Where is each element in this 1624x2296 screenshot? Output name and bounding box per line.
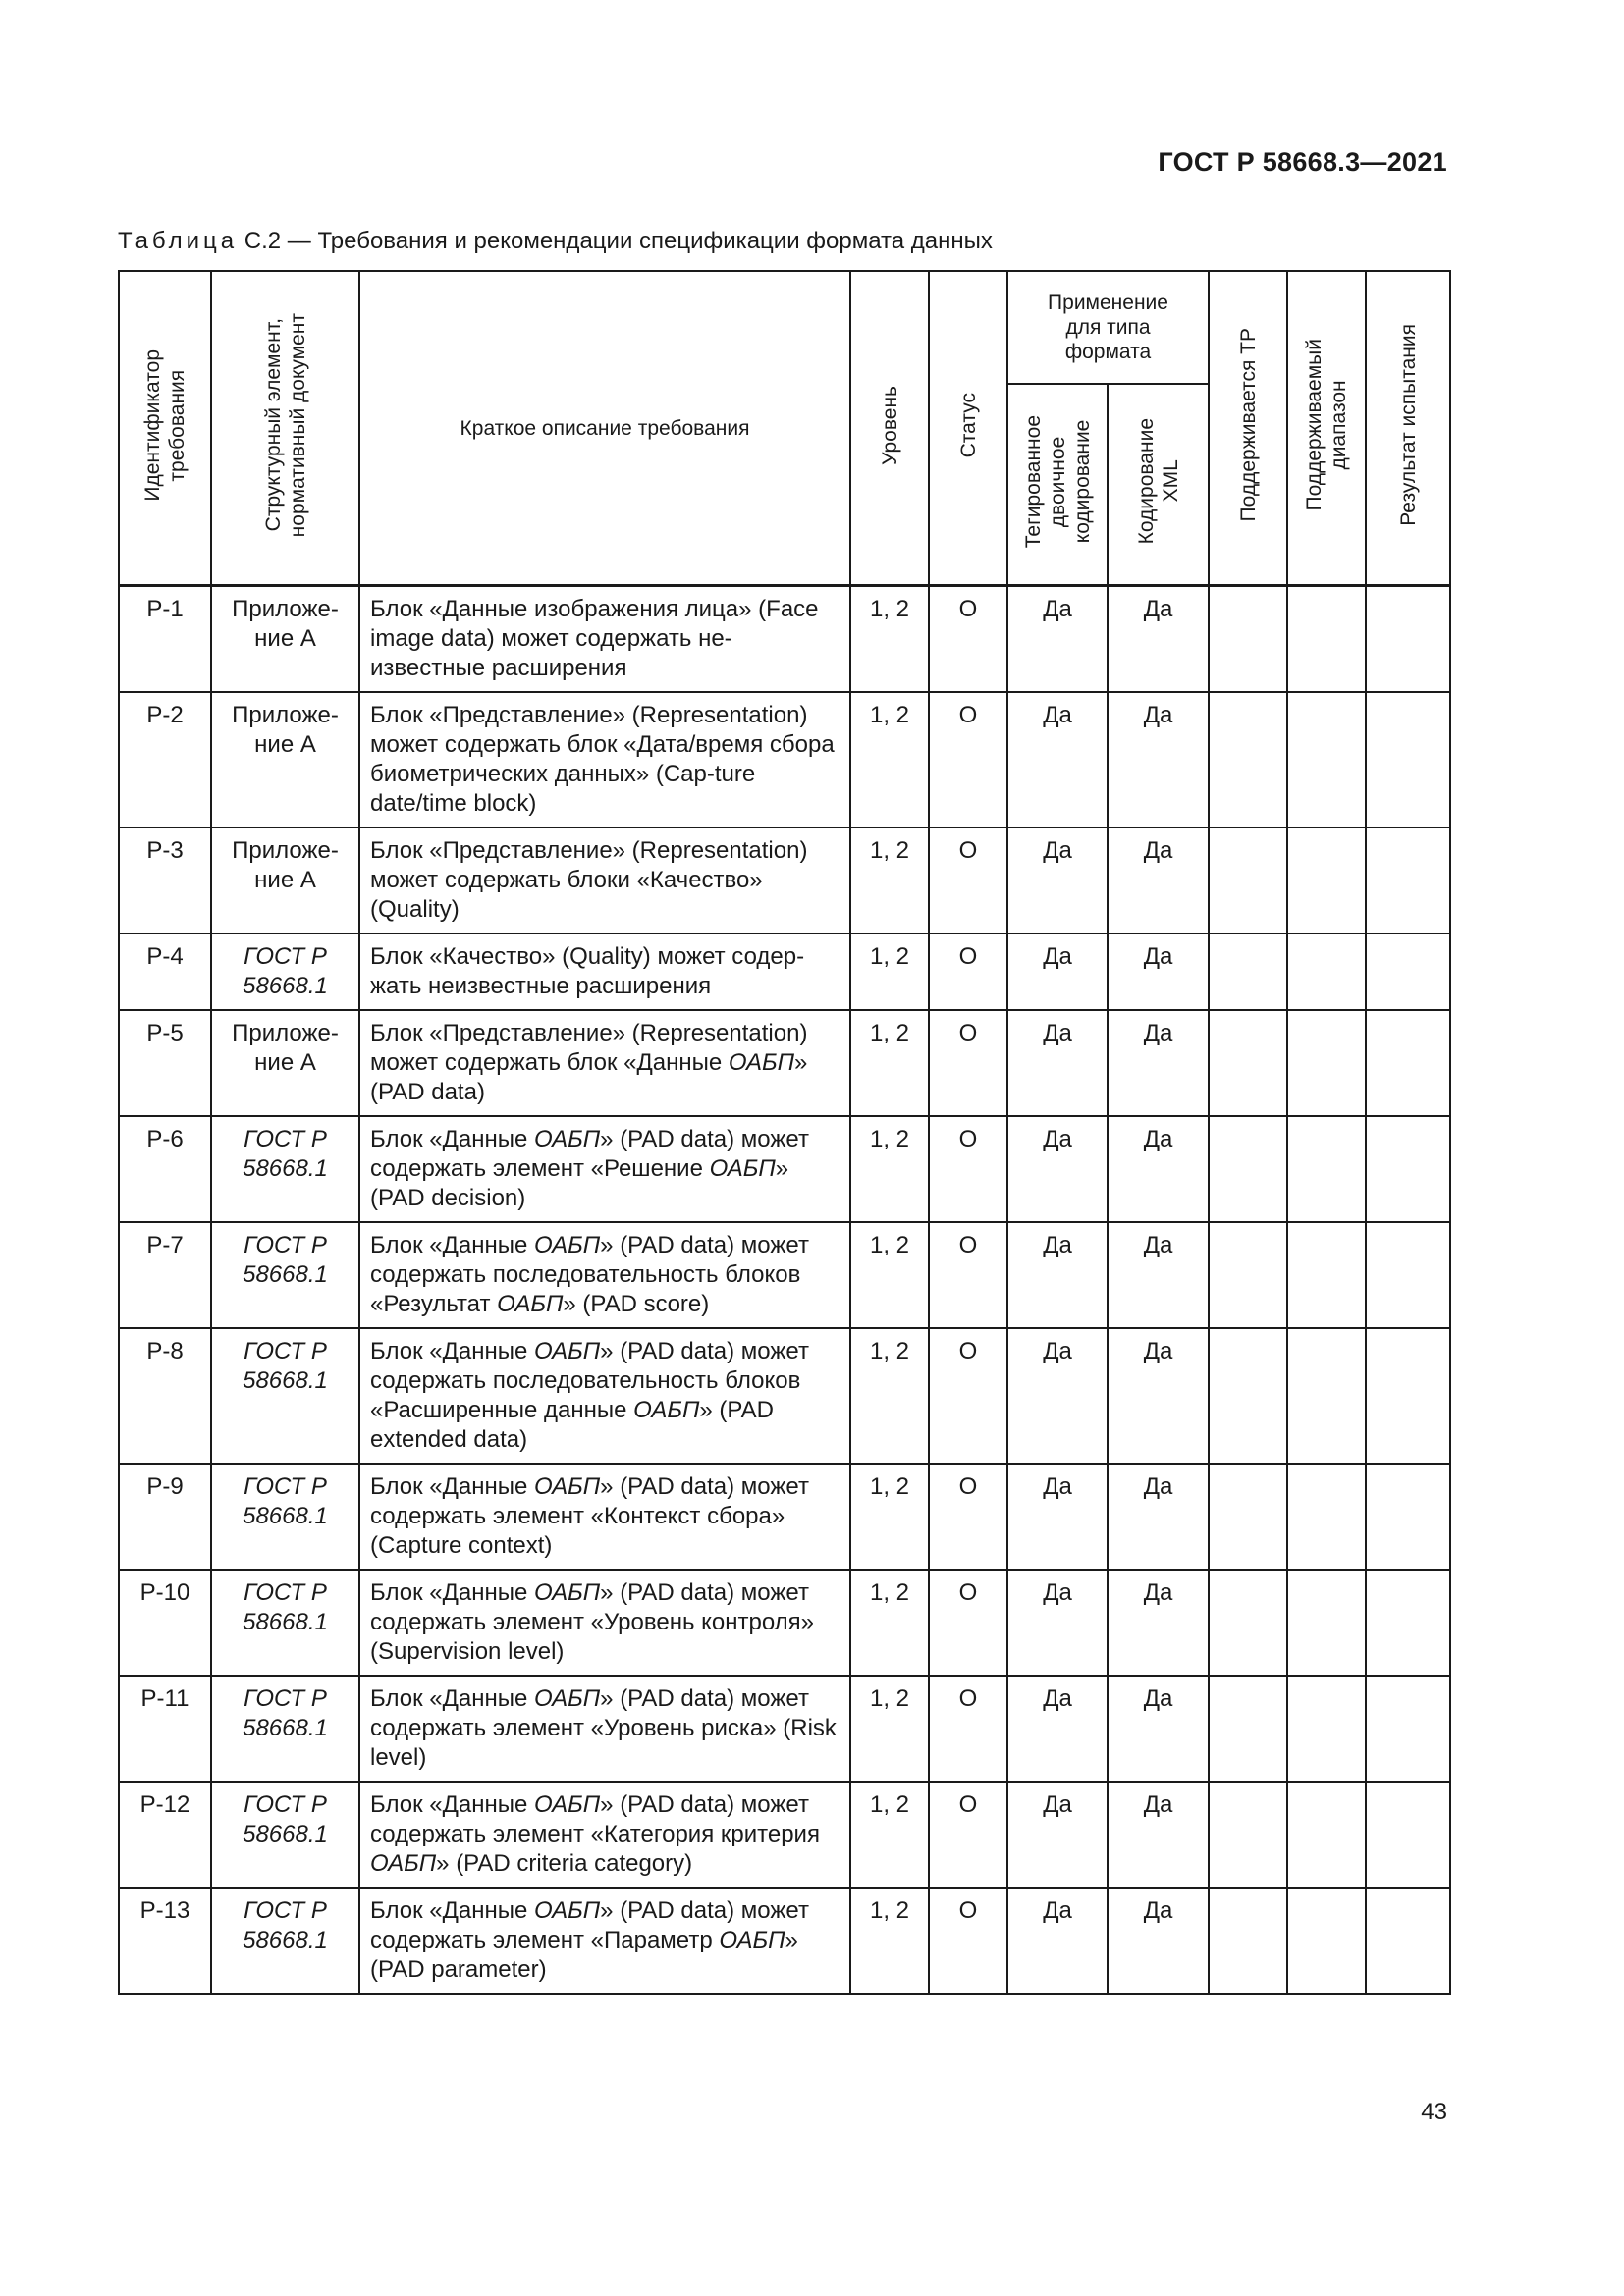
description-text: Блок «Данные bbox=[370, 1338, 534, 1364]
level-cell: 1, 2 bbox=[850, 1570, 929, 1676]
table-caption bbox=[118, 228, 993, 255]
tagged-binary-cell: Да bbox=[1007, 1464, 1108, 1570]
table-row bbox=[119, 1010, 1450, 1116]
structural-element-cell bbox=[211, 1570, 359, 1676]
page-number: 43 bbox=[1421, 2099, 1447, 2125]
description-term: ОАБП bbox=[534, 1791, 601, 1818]
level-cell: 1, 2 bbox=[850, 828, 929, 934]
description-term: ОАБП bbox=[370, 1850, 437, 1877]
header-cell-id bbox=[119, 271, 211, 586]
description-text: » (PAD data) может содержать последовательность блоков «Расширенные данные bbox=[370, 1338, 809, 1423]
status-cell: О bbox=[929, 692, 1007, 828]
tagged-binary-cell: Да bbox=[1007, 1328, 1108, 1464]
test-result-cell bbox=[1366, 1010, 1450, 1116]
status-cell: О bbox=[929, 1010, 1007, 1116]
supported-cell bbox=[1209, 934, 1287, 1010]
description-text: Блок «Представление» (Representation) может содержать блок «Данные bbox=[370, 1020, 808, 1076]
xml-encoding-cell: Да bbox=[1108, 934, 1209, 1010]
structural-element-line: Приложе- bbox=[232, 702, 339, 728]
table-row bbox=[119, 934, 1450, 1010]
table-row bbox=[119, 692, 1450, 828]
structural-element-line: ГОСТ Р bbox=[244, 1126, 327, 1152]
level-cell: 1, 2 bbox=[850, 1888, 929, 1994]
table-row bbox=[119, 1222, 1450, 1328]
tagged-binary-cell: Да bbox=[1007, 934, 1108, 1010]
description-text: » (PAD extended data) bbox=[370, 1397, 774, 1453]
description-cell bbox=[359, 828, 850, 934]
description-term: ОАБП bbox=[534, 1338, 601, 1364]
supported-cell bbox=[1209, 1570, 1287, 1676]
header-cell-xml bbox=[1108, 384, 1209, 586]
structural-element-cell bbox=[211, 1888, 359, 1994]
level-cell: 1, 2 bbox=[850, 1222, 929, 1328]
level-cell: 1, 2 bbox=[850, 1010, 929, 1116]
header-cell-format-group bbox=[1007, 271, 1209, 384]
xml-encoding-cell: Да bbox=[1108, 1464, 1209, 1570]
header-format-group-text: Применение для типа формата bbox=[1048, 292, 1168, 363]
supported-cell bbox=[1209, 586, 1287, 693]
description-cell bbox=[359, 1676, 850, 1782]
header-structural-text: Структурный элемент, нормативный документ bbox=[261, 312, 309, 538]
structural-element-line: ние А bbox=[254, 731, 316, 758]
test-result-cell bbox=[1366, 1464, 1450, 1570]
status-cell: О bbox=[929, 1782, 1007, 1888]
description-term: ОАБП bbox=[534, 1897, 601, 1924]
description-text: Блок «Данные bbox=[370, 1232, 534, 1258]
description-text: » (PAD data) может содержать элемент «Уровень контроля» (Supervision level) bbox=[370, 1579, 815, 1665]
structural-element-line: 58668.1 bbox=[243, 1261, 328, 1288]
requirement-id-cell: P-12 bbox=[119, 1782, 211, 1888]
xml-encoding-cell: Да bbox=[1108, 1328, 1209, 1464]
structural-element-line: ГОСТ Р bbox=[244, 1473, 327, 1500]
description-text: Блок «Данные bbox=[370, 1897, 534, 1924]
requirement-id-cell: P-3 bbox=[119, 828, 211, 934]
status-cell: О bbox=[929, 1328, 1007, 1464]
description-term: ОАБП bbox=[534, 1126, 601, 1152]
description-text: Блок «Данные изображения лица» (Face image data) может содержать не-известные расширения bbox=[370, 596, 819, 681]
structural-element-line: 58668.1 bbox=[243, 973, 328, 999]
description-text: » (PAD data) может содержать элемент «Уровень риска» (Risk level) bbox=[370, 1685, 837, 1771]
test-result-cell bbox=[1366, 1888, 1450, 1994]
level-cell: 1, 2 bbox=[850, 1782, 929, 1888]
description-text: » (PAD data) может содержать последовательность блоков «Результат bbox=[370, 1232, 809, 1317]
supported-range-cell bbox=[1287, 1222, 1366, 1328]
header-cell-description bbox=[359, 271, 850, 586]
requirements-table bbox=[118, 270, 1451, 1995]
status-cell: О bbox=[929, 1222, 1007, 1328]
tagged-binary-cell: Да bbox=[1007, 1676, 1108, 1782]
requirement-id-cell: P-5 bbox=[119, 1010, 211, 1116]
structural-element-cell bbox=[211, 586, 359, 693]
structural-element-line: ние А bbox=[254, 625, 316, 652]
structural-element-line: 58668.1 bbox=[243, 1821, 328, 1847]
test-result-cell bbox=[1366, 1676, 1450, 1782]
level-cell: 1, 2 bbox=[850, 1328, 929, 1464]
header-supported-text: Поддерживается ТР bbox=[1236, 328, 1260, 522]
tagged-binary-cell: Да bbox=[1007, 692, 1108, 828]
header-xml-text: Кодирование XML bbox=[1134, 418, 1182, 545]
description-cell bbox=[359, 1570, 850, 1676]
status-cell: О bbox=[929, 1888, 1007, 1994]
description-text: Блок «Данные bbox=[370, 1579, 534, 1606]
structural-element-line: ГОСТ Р bbox=[244, 1338, 327, 1364]
description-text: » (PAD data) может содержать элемент «Контекст сбора» (Capture context) bbox=[370, 1473, 809, 1559]
supported-range-cell bbox=[1287, 586, 1366, 693]
xml-encoding-cell: Да bbox=[1108, 1782, 1209, 1888]
description-text: Блок «Представление» (Representation) может содержать блок «Дата/время сбора биометрических данных» (Cap-ture date/time block) bbox=[370, 702, 835, 817]
supported-cell bbox=[1209, 692, 1287, 828]
structural-element-cell bbox=[211, 1222, 359, 1328]
description-text: Блок «Данные bbox=[370, 1473, 534, 1500]
description-term: ОАБП bbox=[719, 1927, 785, 1953]
structural-element-cell bbox=[211, 1676, 359, 1782]
description-cell bbox=[359, 1116, 850, 1222]
description-term: ОАБП bbox=[534, 1685, 601, 1712]
xml-encoding-cell: Да bbox=[1108, 692, 1209, 828]
table-row bbox=[119, 1464, 1450, 1570]
description-cell bbox=[359, 934, 850, 1010]
description-term: ОАБП bbox=[497, 1291, 564, 1317]
supported-cell bbox=[1209, 1010, 1287, 1116]
level-cell: 1, 2 bbox=[850, 1676, 929, 1782]
structural-element-line: Приложе- bbox=[232, 1020, 339, 1046]
xml-encoding-cell: Да bbox=[1108, 1010, 1209, 1116]
table-row bbox=[119, 1888, 1450, 1994]
description-term: ОАБП bbox=[534, 1579, 601, 1606]
status-cell: О bbox=[929, 1570, 1007, 1676]
structural-element-line: Приложе- bbox=[232, 837, 339, 864]
structural-element-line: ГОСТ Р bbox=[244, 1232, 327, 1258]
supported-range-cell bbox=[1287, 1464, 1366, 1570]
tagged-binary-cell: Да bbox=[1007, 828, 1108, 934]
structural-element-cell bbox=[211, 1782, 359, 1888]
tagged-binary-cell: Да bbox=[1007, 1010, 1108, 1116]
test-result-cell bbox=[1366, 934, 1450, 1010]
description-cell bbox=[359, 586, 850, 693]
header-description-text: Краткое описание требования bbox=[460, 416, 750, 440]
structural-element-line: 58668.1 bbox=[243, 1927, 328, 1953]
structural-element-line: 58668.1 bbox=[243, 1503, 328, 1529]
description-text: » (PAD data) может содержать элемент «Параметр bbox=[370, 1897, 809, 1953]
requirement-id-cell: P-10 bbox=[119, 1570, 211, 1676]
supported-range-cell bbox=[1287, 1116, 1366, 1222]
test-result-cell bbox=[1366, 692, 1450, 828]
description-text: Блок «Качество» (Quality) может содер-жать неизвестные расширения bbox=[370, 943, 805, 999]
description-term: ОАБП bbox=[534, 1232, 601, 1258]
tagged-binary-cell: Да bbox=[1007, 586, 1108, 693]
requirement-id-cell: P-9 bbox=[119, 1464, 211, 1570]
tagged-binary-cell: Да bbox=[1007, 1782, 1108, 1888]
supported-cell bbox=[1209, 1676, 1287, 1782]
requirement-id-cell: P-2 bbox=[119, 692, 211, 828]
test-result-cell bbox=[1366, 586, 1450, 693]
requirement-id-cell: P-6 bbox=[119, 1116, 211, 1222]
status-cell: О bbox=[929, 1464, 1007, 1570]
tagged-binary-cell: Да bbox=[1007, 1222, 1108, 1328]
header-status-text: Статус bbox=[956, 392, 980, 458]
structural-element-line: ние А bbox=[254, 867, 316, 893]
supported-range-cell bbox=[1287, 1328, 1366, 1464]
level-cell: 1, 2 bbox=[850, 934, 929, 1010]
header-cell-level bbox=[850, 271, 929, 586]
requirement-id-cell: P-1 bbox=[119, 586, 211, 693]
status-cell: О bbox=[929, 1116, 1007, 1222]
description-text: Блок «Данные bbox=[370, 1685, 534, 1712]
structural-element-line: 58668.1 bbox=[243, 1155, 328, 1182]
supported-range-cell bbox=[1287, 1888, 1366, 1994]
status-cell: О bbox=[929, 1676, 1007, 1782]
table-caption-text: С.2 — Требования и рекомендации спецификации формата данных bbox=[238, 228, 993, 254]
description-term: ОАБП bbox=[728, 1049, 795, 1076]
supported-range-cell bbox=[1287, 1570, 1366, 1676]
level-cell: 1, 2 bbox=[850, 1464, 929, 1570]
supported-range-cell bbox=[1287, 1782, 1366, 1888]
description-text: » (PAD criteria category) bbox=[436, 1850, 693, 1877]
description-cell bbox=[359, 1328, 850, 1464]
header-range-text: Поддерживаемый диапазон bbox=[1303, 339, 1350, 511]
supported-cell bbox=[1209, 828, 1287, 934]
xml-encoding-cell: Да bbox=[1108, 1676, 1209, 1782]
header-cell-supported bbox=[1209, 271, 1287, 586]
header-cell-tagged-binary bbox=[1007, 384, 1108, 586]
header-cell-structural bbox=[211, 271, 359, 586]
structural-element-cell bbox=[211, 1116, 359, 1222]
description-cell bbox=[359, 1010, 850, 1116]
structural-element-line: ГОСТ Р bbox=[244, 943, 327, 970]
xml-encoding-cell: Да bbox=[1108, 1222, 1209, 1328]
test-result-cell bbox=[1366, 828, 1450, 934]
level-cell: 1, 2 bbox=[850, 1116, 929, 1222]
header-level-text: Уровень bbox=[878, 385, 901, 465]
table-body bbox=[119, 586, 1450, 1995]
description-text: » (PAD parameter) bbox=[370, 1927, 798, 1983]
description-cell bbox=[359, 1222, 850, 1328]
test-result-cell bbox=[1366, 1328, 1450, 1464]
header-tagged-binary-text: Тегированное двоичное кодирование bbox=[1021, 414, 1094, 549]
test-result-cell bbox=[1366, 1570, 1450, 1676]
supported-range-cell bbox=[1287, 1676, 1366, 1782]
header-cell-range bbox=[1287, 271, 1366, 586]
xml-encoding-cell: Да bbox=[1108, 828, 1209, 934]
supported-cell bbox=[1209, 1116, 1287, 1222]
test-result-cell bbox=[1366, 1782, 1450, 1888]
supported-range-cell bbox=[1287, 1010, 1366, 1116]
supported-cell bbox=[1209, 1782, 1287, 1888]
table-header bbox=[119, 271, 1450, 586]
requirement-id-cell: P-4 bbox=[119, 934, 211, 1010]
structural-element-cell bbox=[211, 1010, 359, 1116]
structural-element-line: 58668.1 bbox=[243, 1609, 328, 1635]
description-cell bbox=[359, 692, 850, 828]
structural-element-line: ние А bbox=[254, 1049, 316, 1076]
table-row bbox=[119, 1676, 1450, 1782]
supported-cell bbox=[1209, 1328, 1287, 1464]
description-text: » (PAD score) bbox=[563, 1291, 710, 1317]
structural-element-line: 58668.1 bbox=[243, 1367, 328, 1394]
description-text: » (PAD data) может содержать элемент «Категория критерия bbox=[370, 1791, 820, 1847]
supported-range-cell bbox=[1287, 828, 1366, 934]
structural-element-line: ГОСТ Р bbox=[244, 1685, 327, 1712]
description-term: ОАБП bbox=[709, 1155, 776, 1182]
structural-element-line: ГОСТ Р bbox=[244, 1579, 327, 1606]
test-result-cell bbox=[1366, 1222, 1450, 1328]
header-result-text: Результат испытания bbox=[1396, 324, 1420, 526]
tagged-binary-cell: Да bbox=[1007, 1888, 1108, 1994]
table-row bbox=[119, 1116, 1450, 1222]
xml-encoding-cell: Да bbox=[1108, 1888, 1209, 1994]
structural-element-line: ГОСТ Р bbox=[244, 1791, 327, 1818]
level-cell: 1, 2 bbox=[850, 586, 929, 693]
status-cell: О bbox=[929, 934, 1007, 1010]
supported-cell bbox=[1209, 1888, 1287, 1994]
status-cell: О bbox=[929, 586, 1007, 693]
table-row bbox=[119, 1782, 1450, 1888]
supported-cell bbox=[1209, 1222, 1287, 1328]
requirement-id-cell: P-11 bbox=[119, 1676, 211, 1782]
tagged-binary-cell: Да bbox=[1007, 1570, 1108, 1676]
structural-element-line: Приложе- bbox=[232, 596, 339, 622]
status-cell: О bbox=[929, 828, 1007, 934]
structural-element-cell bbox=[211, 1328, 359, 1464]
header-cell-status bbox=[929, 271, 1007, 586]
supported-range-cell bbox=[1287, 934, 1366, 1010]
supported-range-cell bbox=[1287, 692, 1366, 828]
description-text: Блок «Представление» (Representation) может содержать блоки «Качество» (Quality) bbox=[370, 837, 808, 923]
requirement-id-cell: P-8 bbox=[119, 1328, 211, 1464]
description-term: ОАБП bbox=[534, 1473, 601, 1500]
header-id-text: Идентификатор требования bbox=[141, 348, 189, 502]
structural-element-cell bbox=[211, 1464, 359, 1570]
description-term: ОАБП bbox=[633, 1397, 700, 1423]
xml-encoding-cell: Да bbox=[1108, 1116, 1209, 1222]
test-result-cell bbox=[1366, 1116, 1450, 1222]
description-cell bbox=[359, 1888, 850, 1994]
description-cell bbox=[359, 1782, 850, 1888]
table-caption-label: Таблица bbox=[118, 228, 239, 254]
structural-element-cell bbox=[211, 828, 359, 934]
description-text: » (PAD decision) bbox=[370, 1155, 789, 1211]
description-text: Блок «Данные bbox=[370, 1791, 534, 1818]
table-row bbox=[119, 586, 1450, 693]
supported-cell bbox=[1209, 1464, 1287, 1570]
description-cell bbox=[359, 1464, 850, 1570]
document-number: ГОСТ Р 58668.3—2021 bbox=[1158, 147, 1447, 177]
tagged-binary-cell: Да bbox=[1007, 1116, 1108, 1222]
table-row bbox=[119, 1570, 1450, 1676]
structural-element-line: 58668.1 bbox=[243, 1715, 328, 1741]
header-cell-result bbox=[1366, 271, 1450, 586]
description-text: » (PAD data) может содержать элемент «Решение bbox=[370, 1126, 809, 1182]
description-text: Блок «Данные bbox=[370, 1126, 534, 1152]
description-text: » (PAD data) bbox=[370, 1049, 808, 1105]
table-row bbox=[119, 1328, 1450, 1464]
structural-element-line: ГОСТ Р bbox=[244, 1897, 327, 1924]
requirement-id-cell: P-7 bbox=[119, 1222, 211, 1328]
requirement-id-cell: P-13 bbox=[119, 1888, 211, 1994]
table-row bbox=[119, 828, 1450, 934]
structural-element-cell bbox=[211, 934, 359, 1010]
structural-element-cell bbox=[211, 692, 359, 828]
xml-encoding-cell: Да bbox=[1108, 586, 1209, 693]
xml-encoding-cell: Да bbox=[1108, 1570, 1209, 1676]
level-cell: 1, 2 bbox=[850, 692, 929, 828]
